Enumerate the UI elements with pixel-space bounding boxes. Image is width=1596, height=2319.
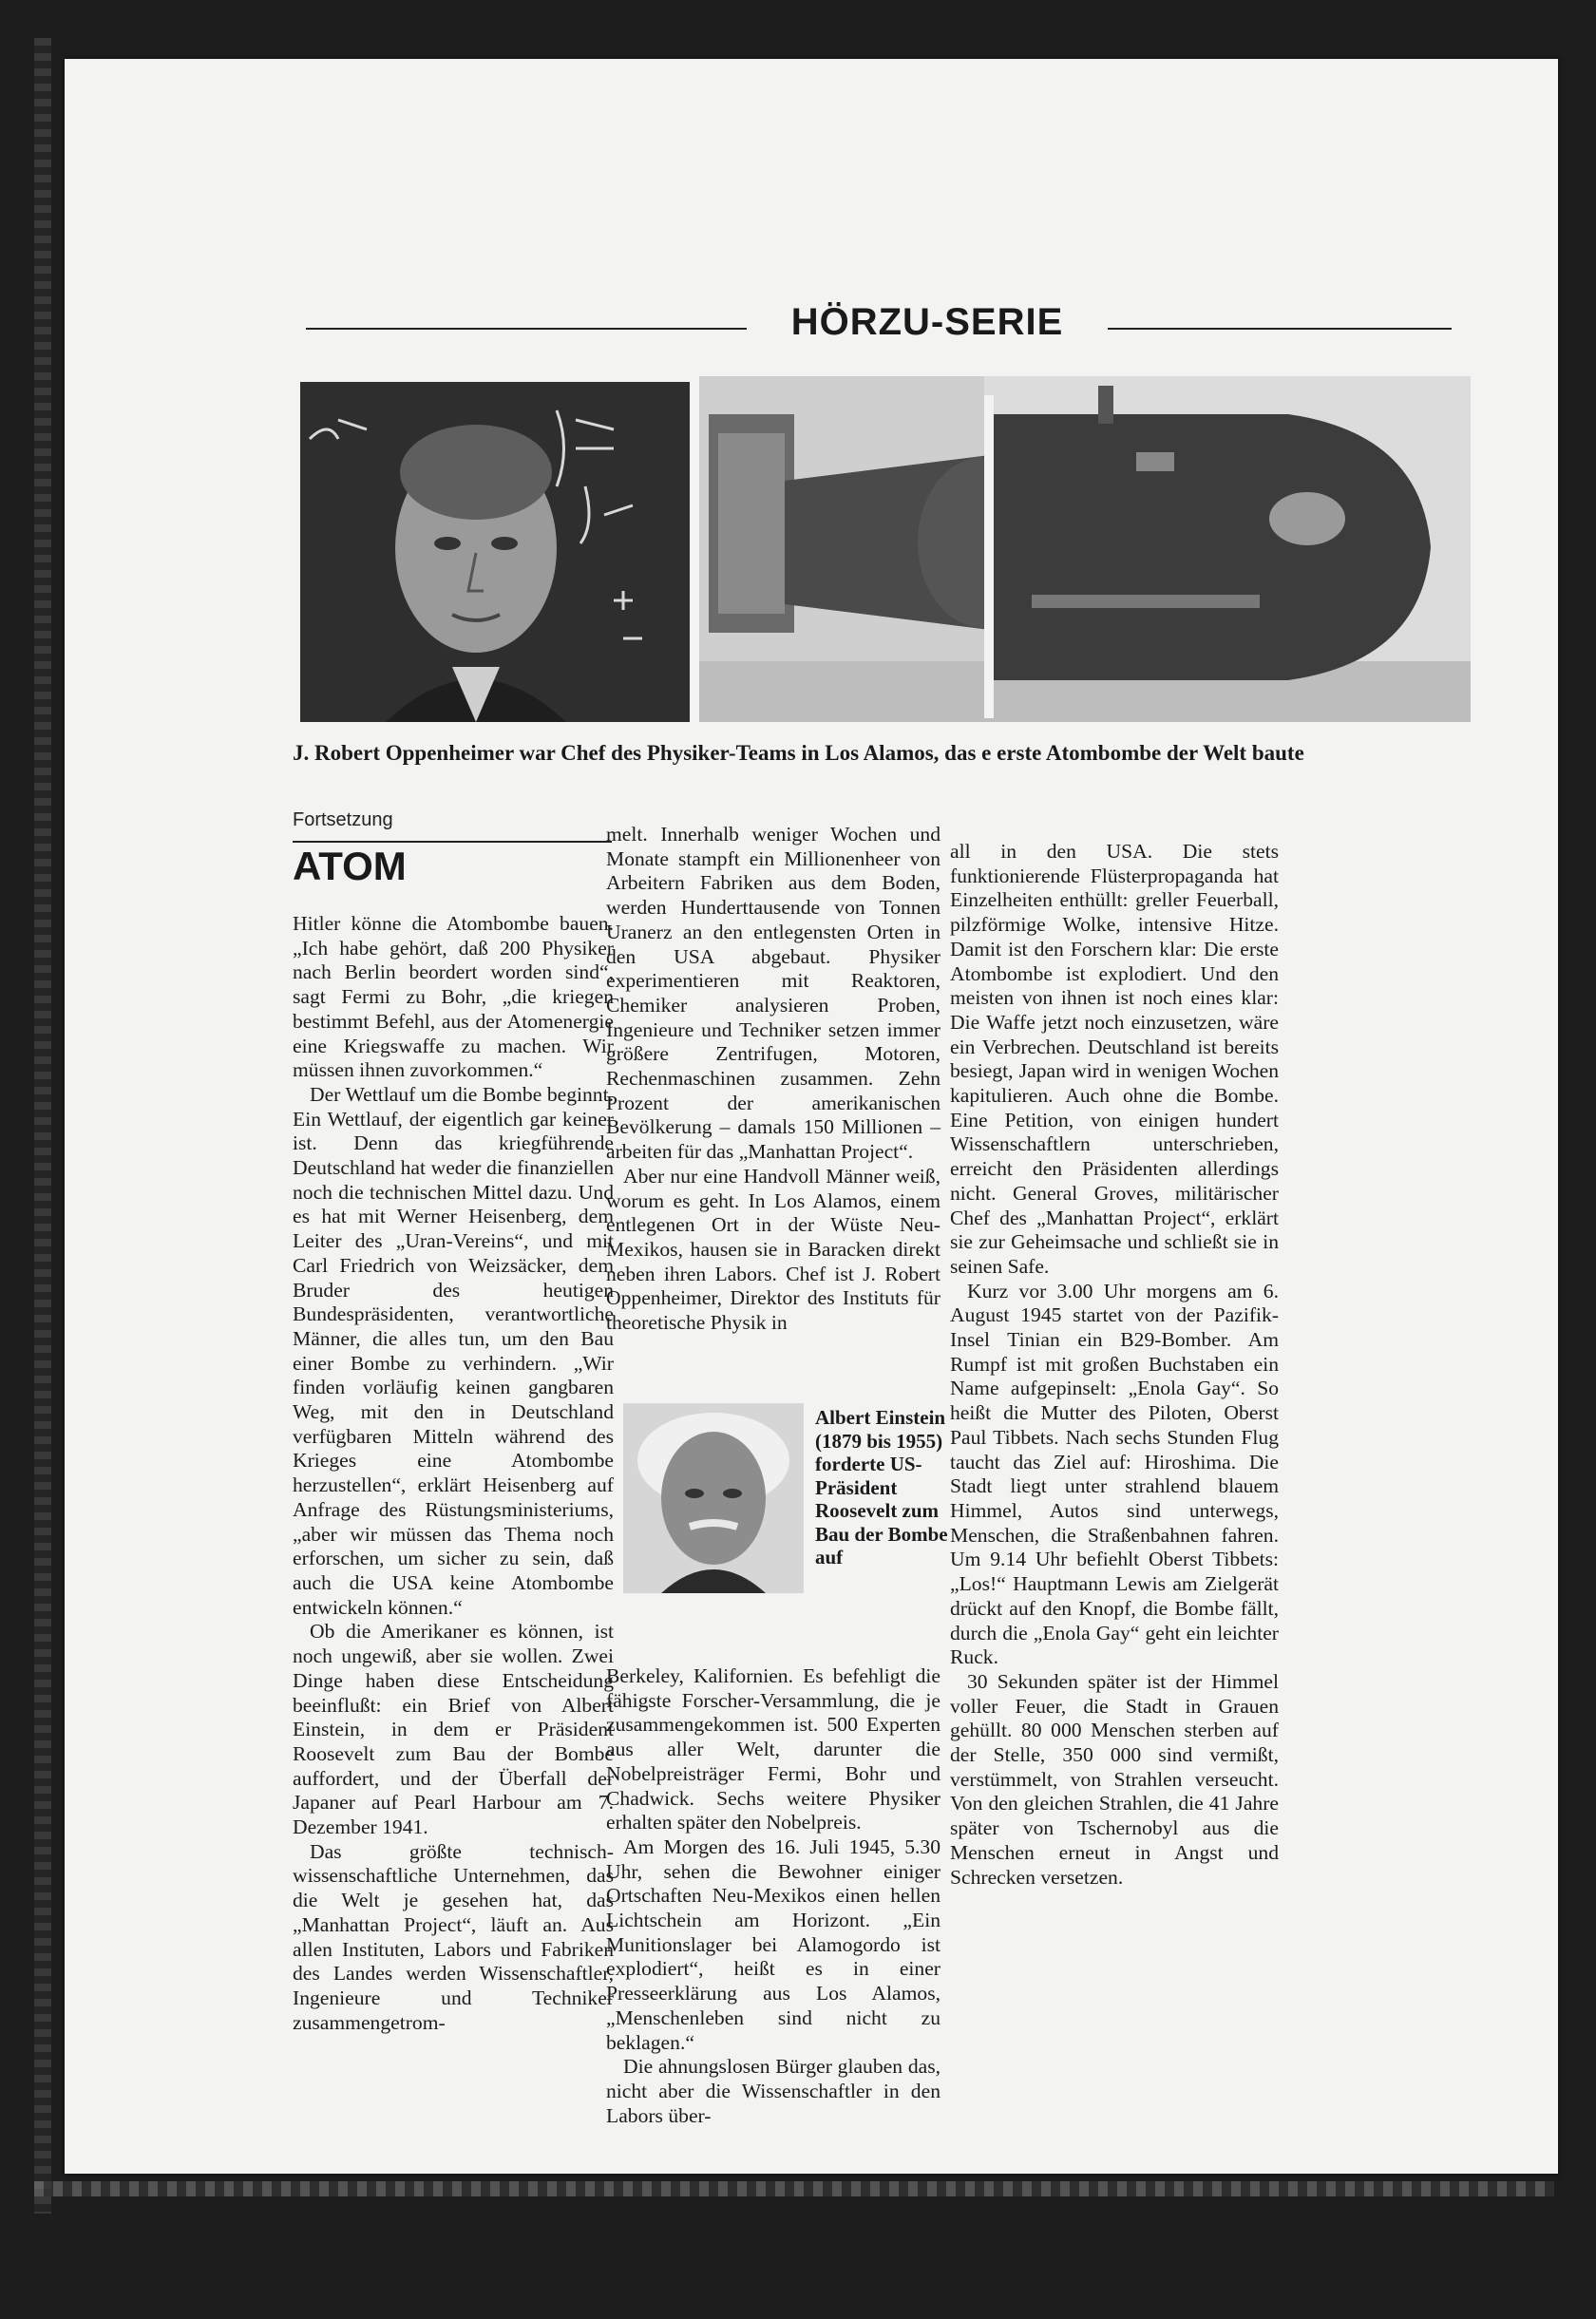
album-sleeve-left-edge <box>34 38 51 2214</box>
paragraph: melt. Innerhalb weniger Wochen und Monate stampft ein Millionenheer von Arbeitern Fabriken aus dem Boden, werden Hunderttausende von Tonnen Uranerz an den entlegensten Orten in den USA abgebaut. Physiker experimentieren mit Reaktoren, Chemiker analysieren Proben, Ingenieure und Techniker setzen immer größere Zentrifugen, Motoren, Rechenmaschinen zusammen. Zehn Prozent der amerikanischen Bevölkerung – damals 150 Millionen – arbeiten für das „Manhattan Project“. <box>606 823 940 1164</box>
einstein-caption: Albert Einstein (1879 bis 1955) forderte US-Präsident Roosevelt zum Bau der Bombe auf <box>815 1406 948 1568</box>
paragraph: Hitler könne die Atombombe bauen. „Ich habe gehört, daß 200 Physiker nach Berlin beordert worden sind“, sagt Fermi zu Bohr, „die kriegen bestimmt Befehl, aus der Atomenergie eine Kriegswaffe zu machen. Wir müssen ihnen zuvorkommen.“ <box>293 912 614 1082</box>
article-kicker: Fortsetzung <box>293 809 393 830</box>
article-column-1 <box>293 912 614 2109</box>
einstein-photo <box>623 1403 804 1593</box>
photo-caption: J. Robert Oppenheimer war Chef des Physiker-Teams in Los Alamos, das e erste Atombombe der Welt baute <box>293 741 1304 765</box>
paragraph: Berkeley, Kalifornien. Es befehligt die fähigste Forscher-Versammlung, die je zusammengekommen ist. 500 Experten aus aller Welt, darunter die Nobelpreisträger Fermi, Bohr und Chadwick. Sechs weitere Physiker erhalten später den Nobelpreis. <box>606 1664 940 1834</box>
paragraph: Kurz vor 3.00 Uhr morgens am 6. August 1945 startet von der Pazifik-Insel Tinian ein B29-Bomber. Am Rumpf ist mit großen Buchstaben ein Name aufgepinselt: „Enola Gay“. So heißt die Mutter des Piloten, Oberst Paul Tibbets. Nach sechs Stunden Flug taucht das Ziel auf: Hiroshima. Die Stadt liegt unter strahlend blauem Himmel, Autos sind unterwegs, Menschen, die Straßenbahnen fahren. Um 9.14 Uhr befiehlt Oberst Tibbets: „Los!“ Hauptmann Lewis am Zielgerät drückt auf den Knopf, die Bombe fällt, durch die „Enola Gay“ geht ein leichter Ruck. <box>950 1279 1279 1669</box>
oppenheimer-photo <box>300 382 690 722</box>
paragraph: Die ahnungslosen Bürger glauben das, nicht aber die Wissenschaftler in den Labors über- <box>606 2055 940 2127</box>
atom-bomb-photo <box>699 376 1471 722</box>
series-rule-right <box>1108 328 1452 330</box>
article-column-3 <box>950 840 1279 2094</box>
paragraph: Das größte technisch-wissenschaftliche Unternehmen, das die Welt je gesehen hat, das „Manhattan Project“, läuft an. Aus allen Instituten, Labors und Fabriken des Landes werden Wissenschaftler, Ingenieure und Techniker zusammengetrom- <box>293 1839 614 2034</box>
paragraph: Am Morgen des 16. Juli 1945, 5.30 Uhr, sehen die Bewohner einiger Ortschaften Neu-Mexikos einen hellen Lichtschein am Horizont. „Ein Munitionslager bei Alamogordo ist explodiert“, heißt es in einer Presseerklärung aus Los Alamos, „Menschenleben sind nicht zu beklagen.“ <box>606 1834 940 2054</box>
paragraph: Aber nur eine Handvoll Männer weiß, worum es geht. In Los Alamos, einem entlegenen Ort in der Wüste Neu-Mexikos, hausen sie in Baracken direkt neben ihren Labors. Chef ist J. Robert Oppenheimer, Direktor des Instituts für theoretische Physik in <box>606 1164 940 1335</box>
series-title: HÖRZU-SERIE <box>790 301 1064 343</box>
paragraph: 30 Sekunden später ist der Himmel voller Feuer, die Stadt in Grauen gehüllt. 80 000 Menschen sterben auf der Stelle, 350 000 sind vermißt, verstümmelt, von Strahlen verseucht. Von den gleichen Strahlen, die 41 Jahre später von Tschernobyl aus die Menschen erneut in Angst und Schrecken versetzen. <box>950 1669 1279 1889</box>
paragraph: all in den USA. Die stets funktionierende Flüsterpropaganda hat Einzelheiten enthüllt: greller Feuerball, pilzförmige Wolke, intensive Hitze. Damit ist den Forschern klar: Die erste Atombombe ist explodiert. Und den meisten von ihnen ist noch eines klar: Die Waffe jetzt noch einzusetzen, wäre ein Verbrechen. Deutschland ist bereits besiegt, Japan wird in wenigen Wochen kapitulieren. Auch ohne die Bombe. Eine Petition, von einigen hundert Wissenschaftlern unterschrieben, erreicht den Präsidenten allerdings nicht. General Groves, militärischer Chef des „Manhattan Project“, erklärt sie zur Geheimsache und schließt sie in seinen Safe. <box>950 840 1279 1278</box>
paragraph: Ob die Amerikaner es können, ist noch ungewiß, aber sie wollen. Zwei Dinge haben diese Entscheidung beeinflußt: ein Brief von Albert Einstein, in dem er Präsident Roosevelt zum Bau der Bombe auffordert, und der Überfall der Japaner auf Pearl Harbour am 7. Dezember 1941. <box>293 1620 614 1839</box>
magazine-page <box>65 59 1558 2174</box>
paragraph: Der Wettlauf um die Bombe beginnt. Ein Wettlauf, der eigentlich gar keiner ist. Denn das kriegführende Deutschland hat weder die finanziellen noch die technischen Mittel dazu. Und es hat mit Werner Heisenberg, dem Leiter des „Uran-Vereins“, und mit Carl Friedrich von Weizsäcker, dem Bruder des heutigen Bundespräsidenten, verantwortliche Männer, die alles tun, um den Bau einer Bombe zu verhindern. „Wir finden vorläufig keinen gangbaren Weg, mit den in Deutschland verfügbaren Mitteln während des Krieges eine Atombombe herzustellen“, erklärt Heisenberg auf Anfrage des Rüstungsministeriums, „aber wir müssen das Thema noch erforschen, um sicher zu sein, daß auch die USA keine Atombombe entwickeln können.“ <box>293 1082 614 1619</box>
series-rule-left <box>306 328 747 330</box>
article-column-2-bottom <box>606 1664 940 2127</box>
article-column-2-top <box>606 823 940 1393</box>
album-sleeve-bottom-edge <box>34 2181 1554 2196</box>
kicker-rule <box>293 841 612 843</box>
article-headline: ATOM <box>293 844 407 888</box>
